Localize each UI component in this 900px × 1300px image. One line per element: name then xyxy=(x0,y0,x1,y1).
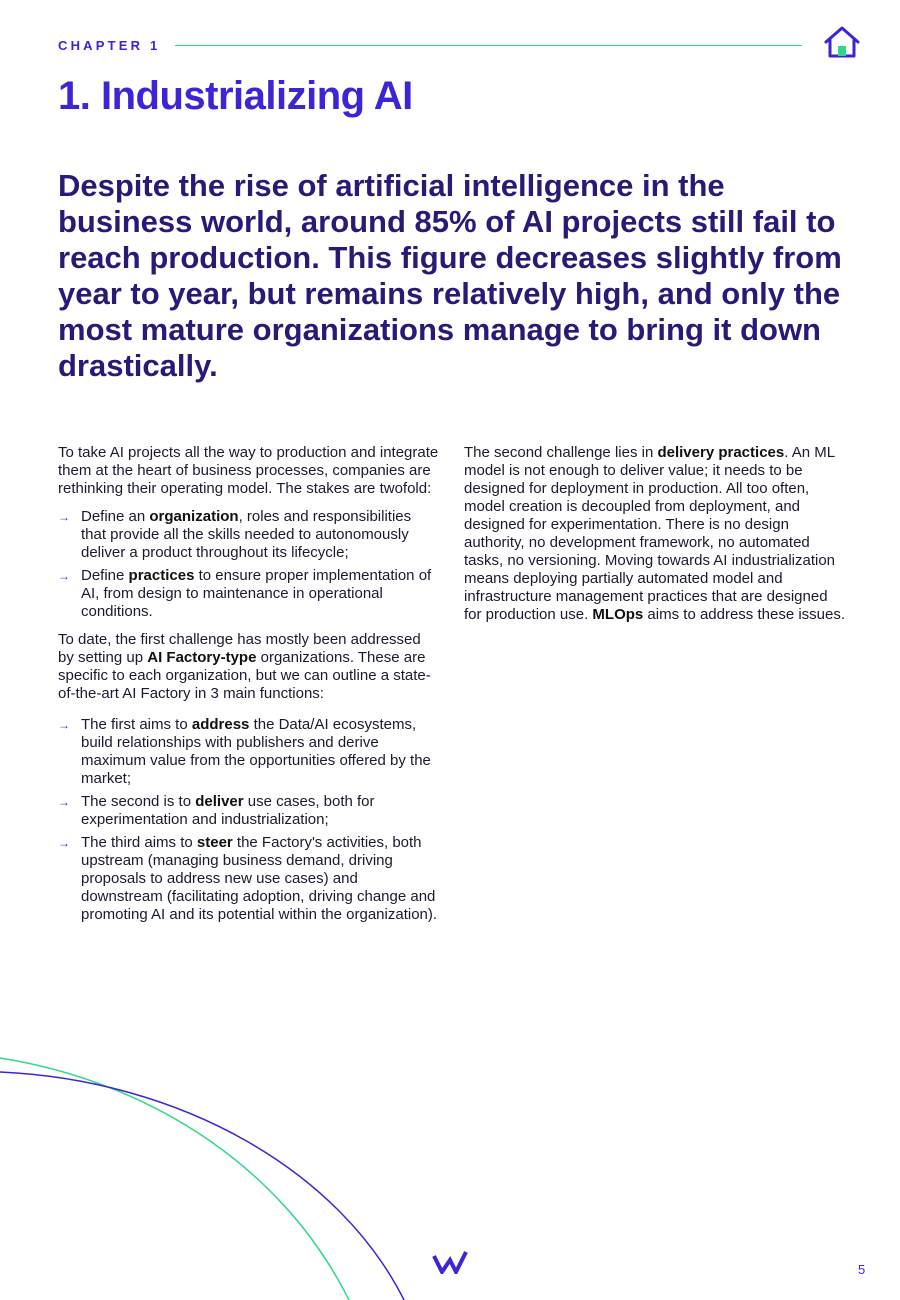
chapter-divider xyxy=(175,45,802,46)
functions-list xyxy=(58,716,440,924)
arrow-right-icon: → xyxy=(58,795,70,809)
page-number: 5 xyxy=(858,1262,866,1277)
list-item: → The third aims to steer the Factory's activities, both upstream (managing business demand, driving proposals to address new use cases) and downstream (facilitating adoption, driving change and promoting AI and its potential within the organization). xyxy=(58,834,438,923)
arrow-right-icon: → xyxy=(58,510,70,524)
wavestone-logo xyxy=(432,1250,468,1274)
arrow-right-icon: → xyxy=(58,718,70,732)
list-item: → Define an organization, roles and responsibilities that provide all the skills needed to autonomously deliver a product throughout its lifecycle; xyxy=(58,508,412,561)
page-title: 1. Industrializing AI xyxy=(58,74,413,118)
factory-paragraph: To date, the first challenge has mostly been addressed by setting up AI Factory-type organizations. These are specific to each organization, but we can outline a state-of-the-art AI Factory in 3 main functions: xyxy=(58,631,431,702)
chapter-label: CHAPTER 1 xyxy=(58,38,161,53)
left-column xyxy=(58,444,440,934)
stakes-list xyxy=(58,508,440,621)
arrow-right-icon: → xyxy=(58,569,70,583)
delivery-paragraph: The second challenge lies in delivery practices. An ML model is not enough to deliver value; it needs to be designed for deployment in production. All too often, model creation is decoupled from deployment, and designed for experimentation. There is no design authority, no development framework, no automated tasks, no versioning. Moving towards AI industrialization means deploying partially automated model and infrastructure management practices that are designed for production use. MLOps aims to address these issues. xyxy=(464,444,846,623)
home-icon[interactable] xyxy=(822,24,862,60)
right-column xyxy=(464,444,846,634)
list-item: → Define practices to ensure proper implementation of AI, from design to maintenance in operational conditions. xyxy=(58,567,432,620)
arrow-right-icon: → xyxy=(58,836,70,850)
list-item: → The second is to deliver use cases, both for experimentation and industrialization; xyxy=(58,793,375,828)
list-item: → The first aims to address the Data/AI ecosystems, build relationships with publishers and derive maximum value from the opportunities offered by the market; xyxy=(58,716,431,787)
intro-paragraph: To take AI projects all the way to production and integrate them at the heart of business processes, companies are rethinking their operating model. The stakes are twofold: xyxy=(58,444,439,497)
lead-paragraph: Despite the rise of artificial intelligence in the business world, around 85% of AI projects still fail to reach production. This figure decreases slightly from year to year, but remains relatively high, and only the most mature organizations manage to bring it down drastically. xyxy=(58,168,842,383)
